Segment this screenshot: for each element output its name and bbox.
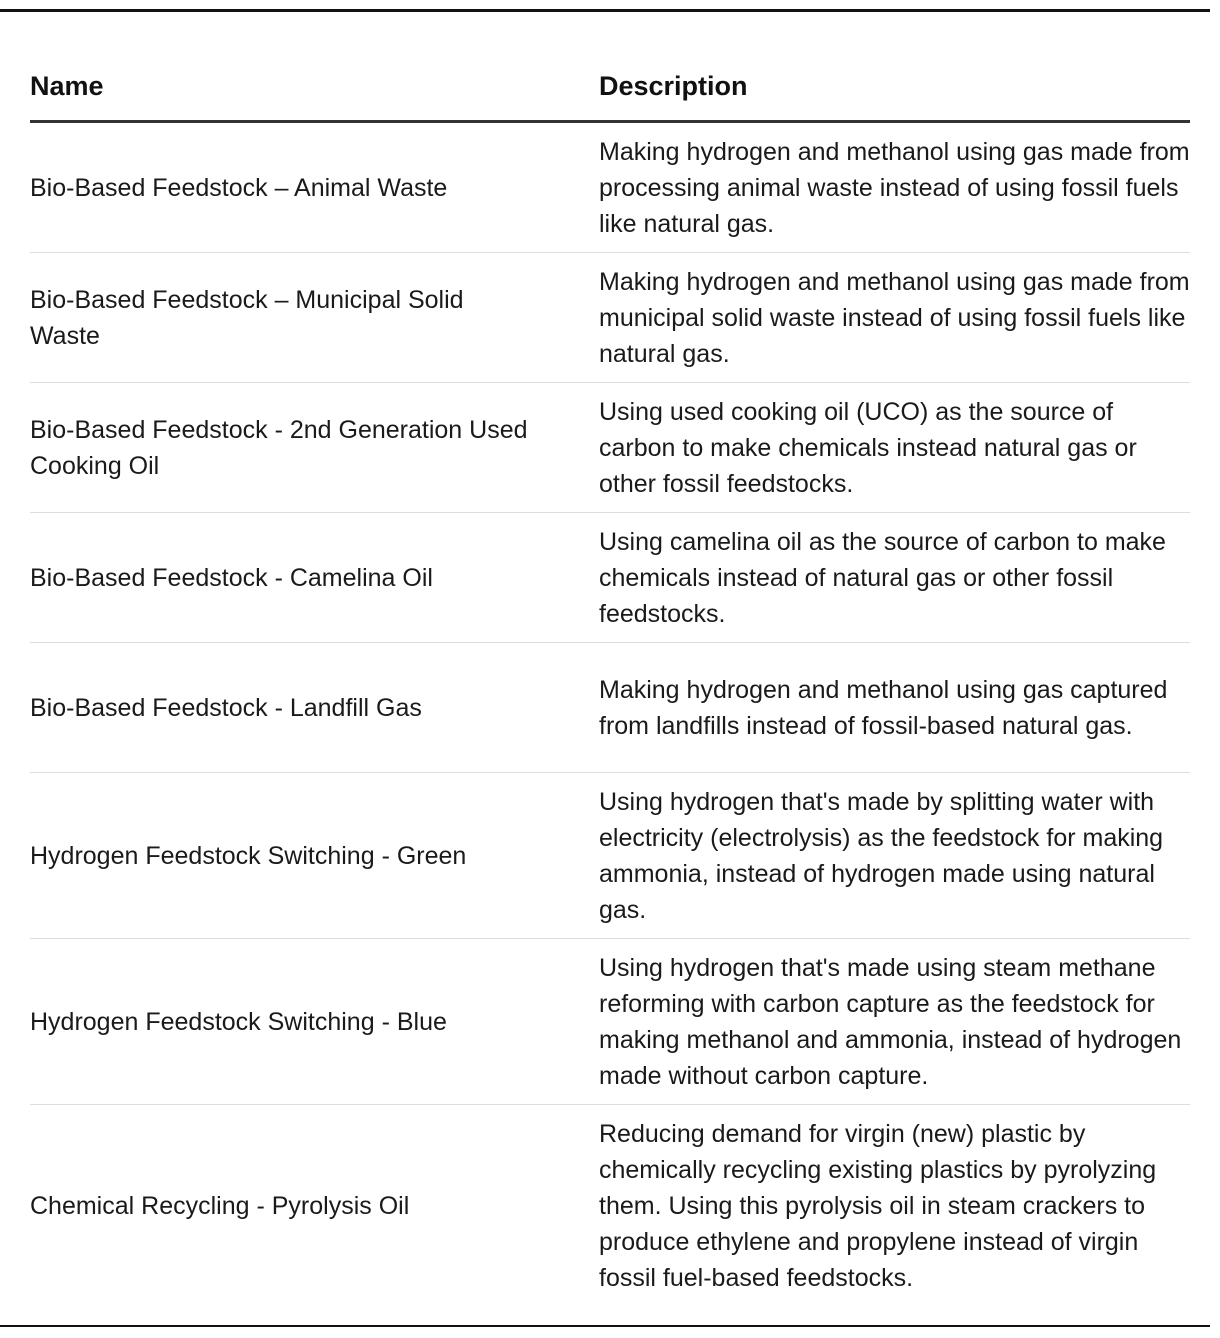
table-row — [30, 123, 1190, 253]
table-row — [30, 513, 1190, 643]
row-description: Using hydrogen that's made by splitting water with electricity (electrolysis) as the feedstock for making ammonia, instead of hydrogen made using natural gas. — [599, 787, 1164, 924]
row-name: Hydrogen Feedstock Switching - Green — [30, 841, 467, 870]
feedstock-table — [30, 60, 1190, 1307]
table-row — [30, 773, 1190, 939]
table-row — [30, 643, 1190, 773]
row-description: Making hydrogen and methanol using gas captured from landfills instead of fossil-based natural gas. — [599, 675, 1168, 740]
row-name: Bio-Based Feedstock - Camelina Oil — [30, 563, 433, 592]
table-row — [30, 253, 1190, 383]
table-top-rule — [0, 9, 1210, 12]
table-row — [30, 939, 1190, 1105]
row-description: Reducing demand for virgin (new) plastic by chemically recycling existing plastics by pyrolyzing them. Using this pyrolysis oil in steam crackers to produce ethylene and propylene instead of virgin fossil fuel-based feedstocks. — [599, 1120, 1157, 1292]
row-description: Making hydrogen and methanol using gas made from municipal solid waste instead of using fossil fuels like natural gas. — [599, 267, 1190, 368]
row-name: Bio-Based Feedstock – Municipal Solid Waste — [30, 285, 464, 350]
row-description: Using used cooking oil (UCO) as the source of carbon to make chemicals instead natural gas or other fossil feedstocks. — [599, 397, 1137, 498]
row-name: Bio-Based Feedstock - Landfill Gas — [30, 693, 422, 722]
table-row — [30, 1105, 1190, 1307]
row-description: Using camelina oil as the source of carbon to make chemicals instead of natural gas or other fossil feedstocks. — [599, 527, 1166, 628]
table-bottom-rule — [0, 1325, 1210, 1327]
column-header-name: Name — [30, 70, 104, 101]
row-description: Making hydrogen and methanol using gas made from processing animal waste instead of using fossil fuels like natural gas. — [599, 137, 1190, 238]
row-name: Hydrogen Feedstock Switching - Blue — [30, 1007, 447, 1036]
row-description: Using hydrogen that's made using steam methane reforming with carbon capture as the feedstock for making methanol and ammonia, instead of hydrogen made without carbon capture. — [599, 953, 1182, 1090]
table-row — [30, 383, 1190, 513]
row-name: Bio-Based Feedstock – Animal Waste — [30, 173, 448, 202]
row-name: Bio-Based Feedstock - 2nd Generation Used Cooking Oil — [30, 415, 528, 480]
column-header-description: Description — [599, 70, 748, 101]
table-header-row — [30, 60, 1190, 123]
row-name: Chemical Recycling - Pyrolysis Oil — [30, 1192, 410, 1220]
